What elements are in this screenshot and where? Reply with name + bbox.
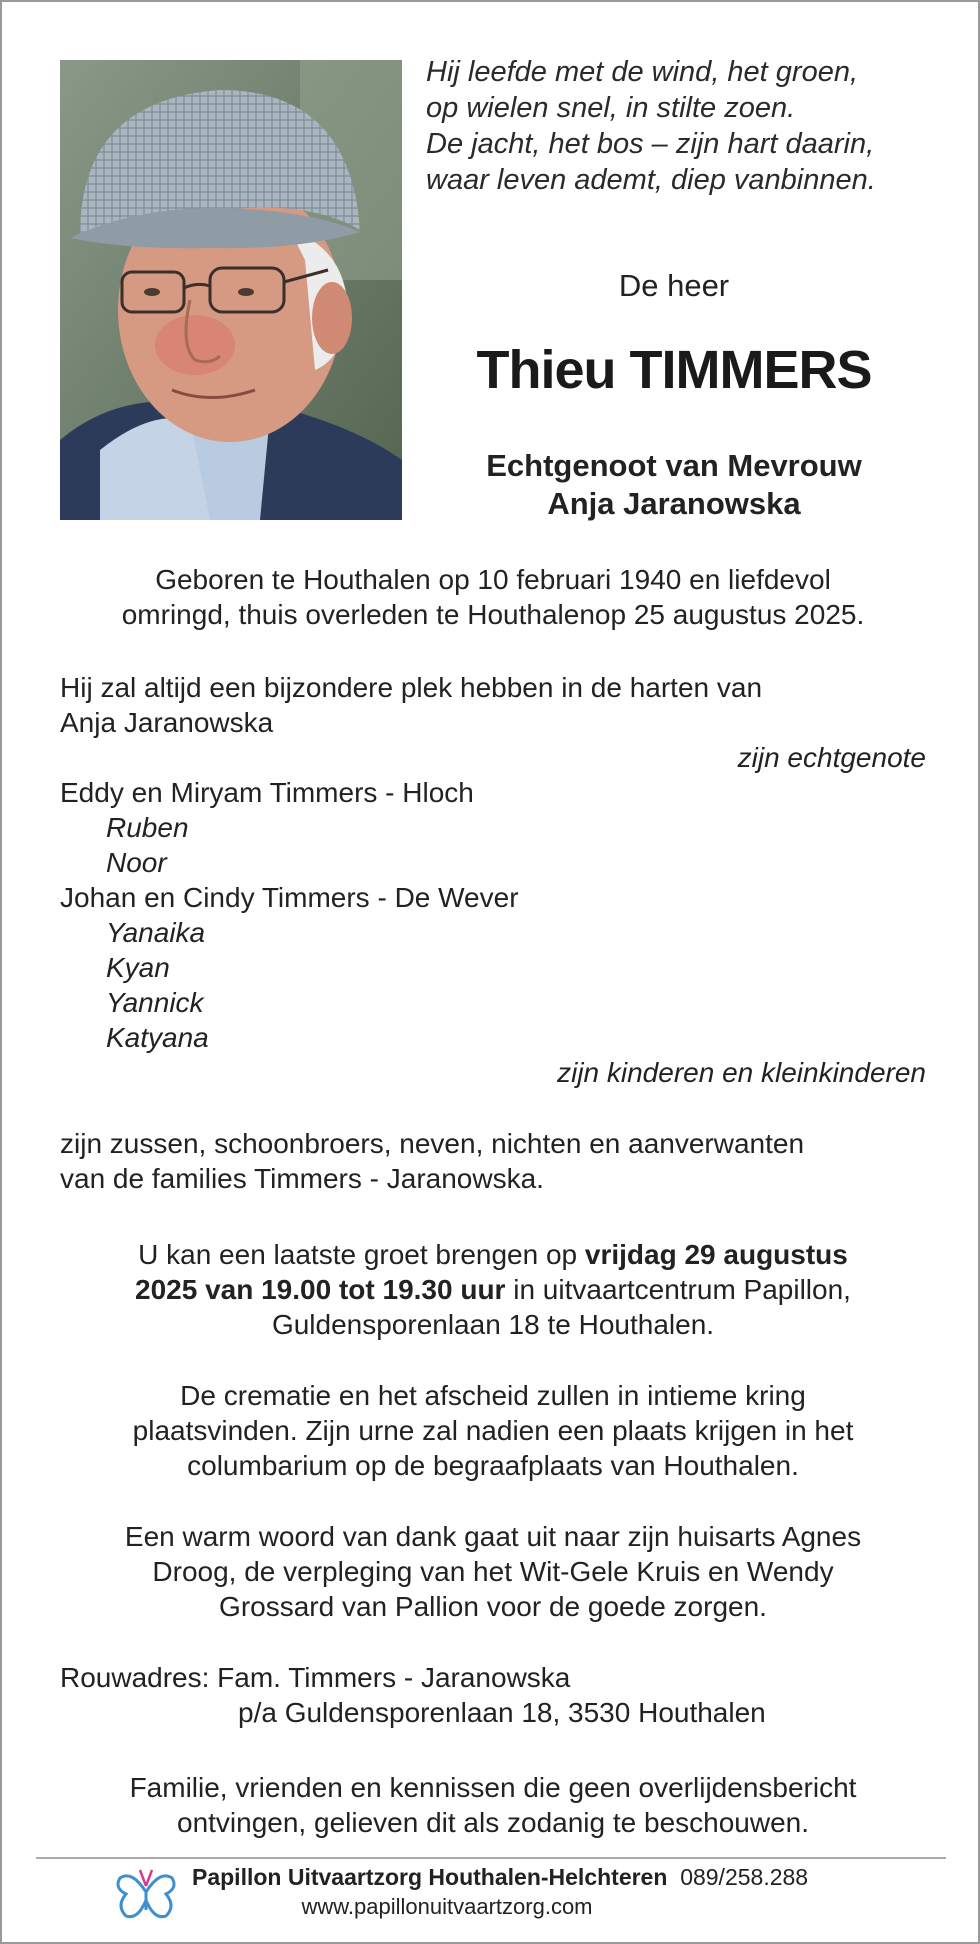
portrait-photo [60, 60, 402, 520]
grandchild: Katyana [106, 1022, 209, 1053]
poem-line: waar leven ademt, diep vanbinnen. [426, 164, 876, 196]
cremation-info [60, 1378, 926, 1483]
deceased-name: Thieu TIMMERS [476, 340, 872, 400]
funeral-home-line [192, 1862, 808, 1892]
website-link[interactable]: www.papillonuitvaartzorg.com [301, 1894, 593, 1919]
cremation-line: columbarium op de begraafplaats van Houthalen. [187, 1450, 799, 1481]
notice-line: ontvingen, gelieven dit als zodanig te beschouwen. [177, 1807, 809, 1838]
relatives [60, 1126, 926, 1196]
notice-line: Familie, vrienden en kennissen die geen overlijdensbericht [129, 1772, 857, 1803]
family-couple: Johan en Cindy Timmers - De Wever [60, 882, 519, 913]
spouse-line: Echtgenoot van Mevrouw [486, 448, 862, 483]
grandchild: Ruben [106, 812, 189, 843]
relatives-line: zijn zussen, schoonbroers, neven, nichten en aanverwanten [60, 1128, 805, 1159]
address-line: p/a Guldensporenlaan 18, 3530 Houthalen [238, 1697, 766, 1728]
footer-divider [36, 1857, 946, 1859]
grandchild: Yannick [106, 987, 204, 1018]
children-role: zijn kinderen en kleinkinderen [557, 1057, 926, 1088]
family-couple: Eddy en Miryam Timmers - Hloch [60, 777, 474, 808]
heart-line: Hij zal altijd een bijzondere plek hebben in de harten van [60, 672, 763, 703]
grandchild: Yanaika [106, 917, 206, 948]
notice [60, 1770, 926, 1840]
poem [426, 54, 946, 198]
butterfly-logo-icon [112, 1862, 180, 1924]
spouse-info [426, 447, 922, 523]
funeral-home-name: Papillon Uitvaartzorg Houthalen-Helchteren [192, 1864, 668, 1890]
spouse-role: zijn echtgenote [737, 742, 926, 773]
mourning-address [60, 1660, 926, 1730]
thanks-line: Droog, de verpleging van het Wit-Gele Kruis en Wendy [152, 1556, 834, 1587]
poem-line: op wielen snel, in stilte zoen. [426, 92, 796, 124]
visit-time: 2025 van 19.00 tot 19.30 uur [135, 1274, 506, 1305]
birth-death-info [60, 562, 926, 632]
poem-line: Hij leefde met de wind, het groen, [426, 56, 859, 88]
visitation-info [60, 1237, 926, 1342]
family-list [60, 670, 926, 1090]
relatives-line: van de families Timmers - Jaranowska. [60, 1163, 544, 1194]
cremation-line: plaatsvinden. Zijn urne zal nadien een plaats krijgen in het [132, 1415, 854, 1446]
address-line: Rouwadres: Fam. Timmers - Jaranowska [60, 1662, 571, 1693]
cremation-line: De crematie en het afscheid zullen in intieme kring [180, 1380, 806, 1411]
thanks-info [60, 1519, 926, 1624]
thanks-line: Een warm woord van dank gaat uit naar zijn huisarts Agnes [124, 1521, 862, 1552]
visit-text: U kan een laatste groet brengen op [138, 1239, 585, 1270]
visit-date: vrijdag 29 augustus [584, 1239, 848, 1270]
grandchild: Kyan [106, 952, 170, 983]
birth-line: Geboren te Houthalen op 10 februari 1940 en liefdevol [155, 564, 831, 595]
thanks-line: Grossard van Pallion voor de goede zorgen. [219, 1591, 767, 1622]
visit-text: in uitvaartcentrum Papillon, [505, 1274, 851, 1305]
heart-line: Anja Jaranowska [60, 707, 274, 738]
visit-address: Guldensporenlaan 18 te Houthalen. [271, 1309, 715, 1340]
poem-line: De jacht, het bos – zijn hart daarin, [426, 128, 875, 160]
birth-line: omringd, thuis overleden te Houthalenop 25 augustus 2025. [121, 599, 865, 630]
spouse-line: Anja Jaranowska [547, 486, 801, 521]
funeral-home-phone: 089/258.288 [680, 1864, 809, 1890]
salutation: De heer [618, 268, 730, 303]
grandchild: Noor [106, 847, 167, 878]
